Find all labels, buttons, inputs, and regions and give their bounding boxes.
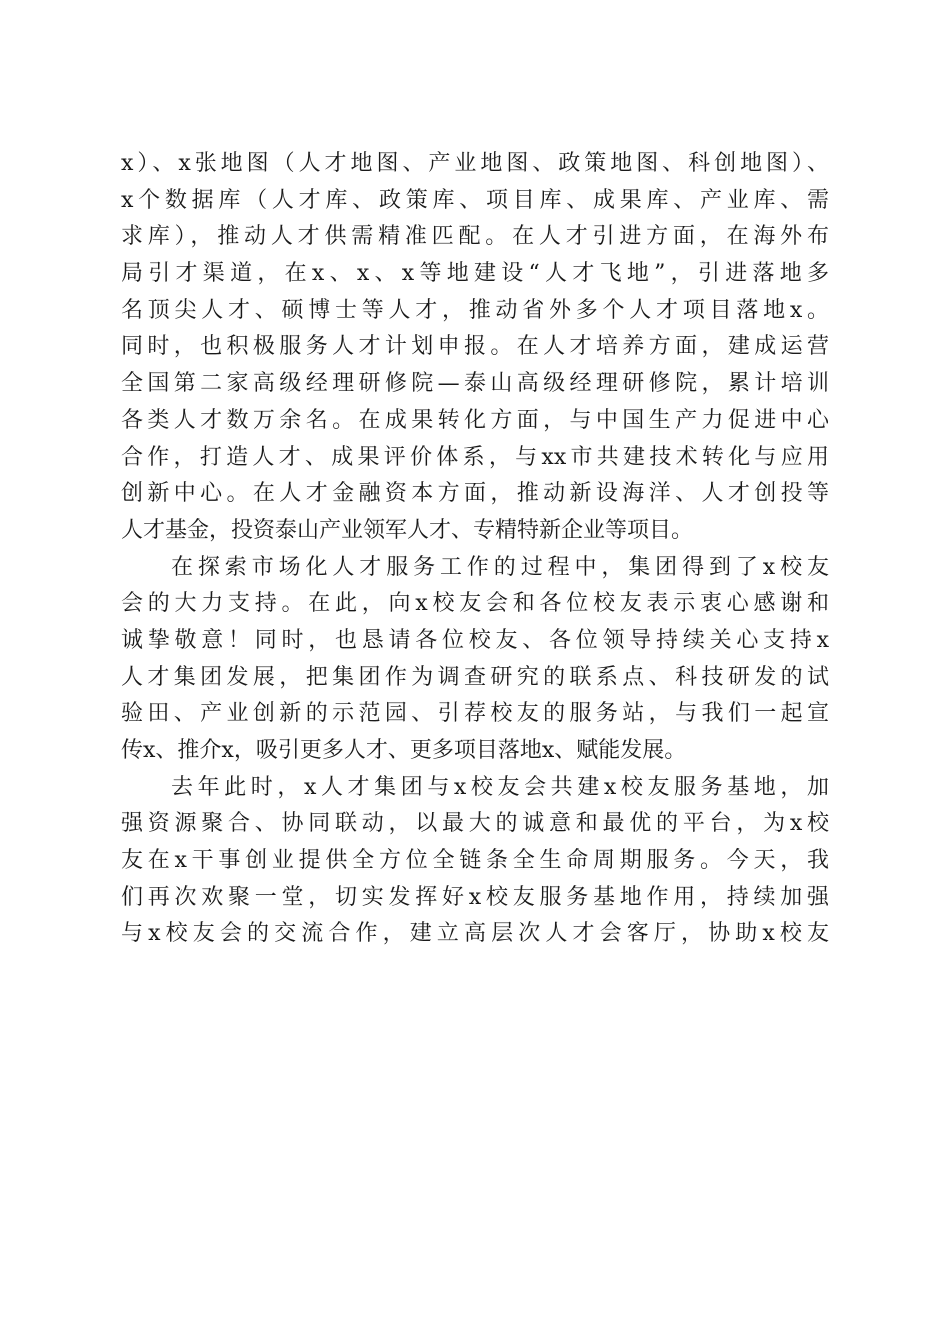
- text-line: 传x、推介x，吸引更多人才、更多项目落地x、赋能发展。: [121, 738, 687, 763]
- text-line: 各类人才数万余名。在成果转化方面，与中国生产力促进中心: [121, 407, 829, 433]
- text-line: 验田、产业创新的示范园、引荐校友的服务站，与我们一起宣: [121, 701, 829, 727]
- text-line: 局引才渠道，在x、x、x等地建设“人才飞地”，引进落地多: [121, 261, 829, 287]
- text-line: 诚挚敬意！同时，也恳请各位校友、各位领导持续关心支持x: [121, 627, 829, 653]
- text-line: x）、x张地图（人才地图、产业地图、政策地图、科创地图）、: [121, 151, 829, 176]
- text-line: 人才基金，投资泰山产业领军人才、专精特新企业等项目。: [121, 517, 694, 543]
- text-line: 同时，也积极服务人才计划申报。在人才培养方面，建成运营: [121, 334, 829, 360]
- paragraph-2: [121, 550, 829, 770]
- paragraph-3: [121, 770, 829, 953]
- text-line: 强资源聚合、协同联动，以最大的诚意和最优的平台，为x校: [121, 811, 829, 837]
- document-body: [121, 146, 829, 953]
- text-line: 友在x干事创业提供全方位全链条全生命周期服务。今天，我: [121, 848, 829, 874]
- text-line: 全国第二家高级经理研修院—泰山高级经理研修院，累计培训: [121, 371, 829, 397]
- text-line: 创新中心。在人才金融资本方面，推动新设海洋、人才创投等: [121, 481, 829, 507]
- text-line: 与x校友会的交流合作，建立高层次人才会客厅，协助x校友: [121, 921, 829, 947]
- text-line: 人才集团发展，把集团作为调查研究的联系点、科技研发的试: [121, 664, 829, 690]
- text-line: 合作，打造人才、成果评价体系，与xx市共建技术转化与应用: [121, 444, 829, 470]
- text-line: 们再次欢聚一堂，切实发挥好x校友服务基地作用，持续加强: [121, 884, 829, 910]
- paragraph-1: [121, 146, 829, 550]
- text-line: 求库），推动人才供需精准匹配。在人才引进方面，在海外布: [121, 224, 829, 250]
- text-line: x个数据库（人才库、政策库、项目库、成果库、产业库、需: [121, 187, 829, 213]
- text-line: 去年此时，x人才集团与x校友会共建x校友服务基地，加: [171, 774, 829, 800]
- text-line: 名顶尖人才、硕博士等人才，推动省外多个人才项目落地x。: [121, 297, 829, 323]
- text-line: 会的大力支持。在此，向x校友会和各位校友表示衷心感谢和: [121, 591, 829, 617]
- text-line: 在探索市场化人才服务工作的过程中，集团得到了x校友: [171, 554, 829, 580]
